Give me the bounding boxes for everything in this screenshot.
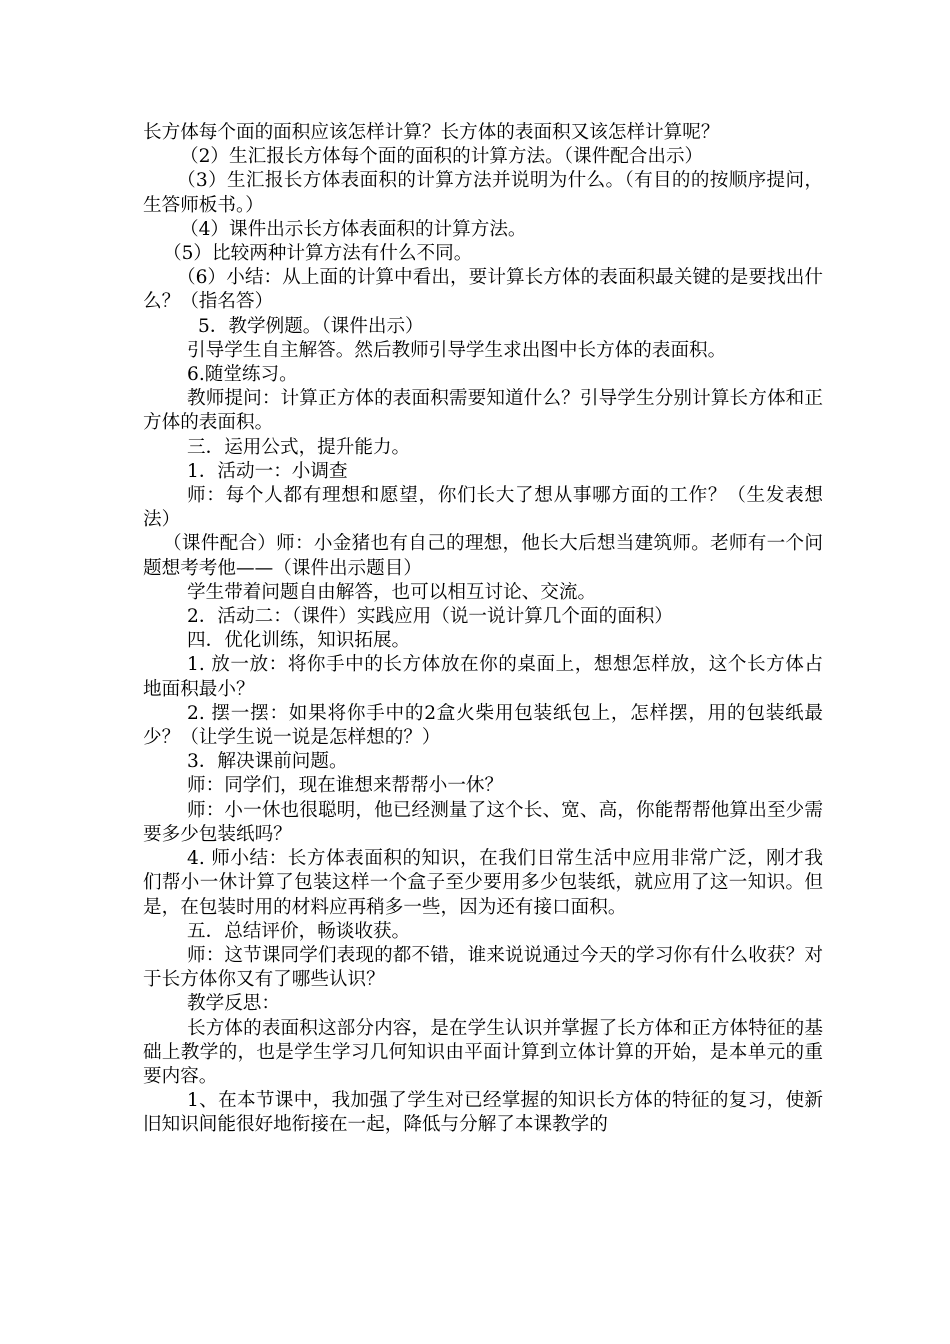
paragraph-18: 1. 放一放：将你手中的长方体放在你的桌面上，想想怎样放，这个长方体占地面积最小？	[143, 654, 823, 700]
paragraph-12: 1．活动一：小调查	[187, 460, 348, 482]
paragraph-7: 5．教学例题。（课件出示）	[198, 315, 424, 337]
paragraph-6: （6）小结：从上面的计算中看出，要计算长方体的表面积最关键的是要找出什么？（指名答）	[143, 267, 823, 313]
paragraph-22: 师：小一休也很聪明，他已经测量了这个长、宽、高，你能帮帮他算出至少需要多少包装纸吗？	[143, 799, 823, 845]
paragraph-27: 长方体的表面积这部分内容，是在学生认识并掌握了长方体和正方体特征的基础上教学的，也是学生学习几何知识由平面计算到立体计算的开始，是本单元的重要内容。	[143, 1017, 823, 1087]
paragraph-11: 三．运用公式，提升能力。	[187, 436, 411, 458]
paragraph-1: 长方体每个面的面积应该怎样计算？长方体的表面积又该怎样计算呢？	[143, 122, 720, 143]
paragraph-19: 2. 摆一摆：如果将你手中的2盒火柴用包装纸包上，怎样摆，用的包装纸最少？（让学生说一说是怎样想的？）	[143, 702, 823, 749]
paragraph-21: 师：同学们，现在谁想来帮帮小一休？	[187, 775, 504, 797]
paragraph-16: 2．活动二：（课件）实践应用（说一说计算几个面的面积）	[187, 606, 673, 628]
paragraph-20: 3．解决课前问题。	[187, 751, 348, 773]
paragraph-24: 五．总结评价，畅谈收获。	[187, 920, 411, 942]
paragraph-26: 教学反思：	[187, 993, 280, 1015]
paragraph-13: 师：每个人都有理想和愿望，你们长大了想从事哪方面的工作？（生发表想法）	[143, 485, 823, 531]
paragraph-9: 6.随堂练习。	[187, 364, 298, 386]
paragraph-5: （5）比较两种计算方法有什么不同。	[163, 243, 473, 265]
paragraph-3: （3）生汇报长方体表面积的计算方法并说明为什么。（有目的的按顺序提问，生答师板书。）	[143, 170, 823, 216]
paragraph-8: 引导学生自主解答。然后教师引导学生求出图中长方体的表面积。	[187, 339, 727, 361]
paragraph-2: （2）生汇报长方体每个面的面积的计算方法。（课件配合出示）	[180, 146, 704, 168]
paragraph-17: 四．优化训练，知识拓展。	[187, 630, 411, 652]
paragraph-25: 师：这节课同学们表现的都不错，谁来说说通过今天的学习你有什么收获？对于长方体你又有了哪些认识？	[143, 944, 823, 991]
paragraph-23: 4. 师小结：长方体表面积的知识，在我们日常生活中应用非常广泛，刚才我们帮小一休计算了包装这样一个盒子至少要用多少包装纸，就应用了这一知识。但是，在包装时用的材料应再稍多一些，因为还有接口面积。	[143, 848, 823, 918]
paragraph-14: （课件配合）师：小金猪也有自己的理想，他长大后想当建筑师。老师有一个问题想考考他——（课件出示题目）	[143, 533, 823, 579]
document-body	[143, 121, 823, 1138]
paragraph-4: （4）课件出示长方体表面积的计算方法。	[180, 218, 527, 240]
paragraph-15: 学生带着问题自由解答，也可以相互讨论、交流。	[187, 581, 597, 603]
paragraph-10: 教师提问：计算正方体的表面积需要知道什么？引导学生分别计算长方体和正方体的表面积。	[143, 388, 823, 434]
paragraph-28: 1、在本节课中，我加强了学生对已经掌握的知识长方体的特征的复习，使新旧知识间能很好地衔接在一起，降低与分解了本课教学的	[143, 1090, 823, 1136]
